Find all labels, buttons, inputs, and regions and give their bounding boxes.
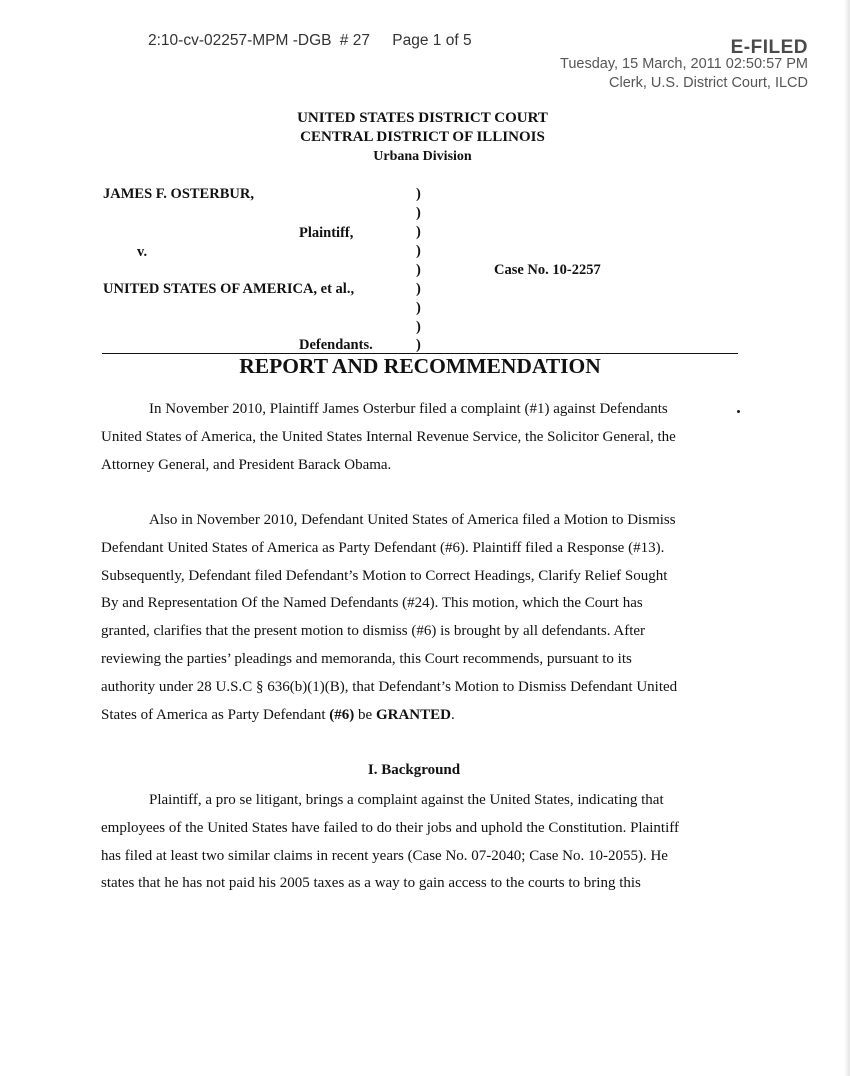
text-line: authority under 28 U.S.C § 636(b)(1)(B), that Defendant’s Motion to Dismiss Defendant United: [101, 678, 678, 695]
text-line: Attorney General, and President Barack Obama.: [101, 456, 392, 473]
text-segment: be: [354, 706, 376, 723]
caption-paren: ): [416, 186, 421, 202]
granted-text: GRANTED: [375, 706, 451, 723]
defendant-label: Defendants.: [299, 337, 373, 353]
plaintiff-label: Plaintiff,: [299, 225, 354, 241]
text-line-last: [101, 702, 741, 730]
case-number: 2:10-cv-02257-MPM -DGB: [148, 32, 332, 49]
text-line: Subsequently, Defendant filed Defendant’s Motion to Correct Headings, Clarify Relief Sought: [101, 567, 668, 584]
caption-paren: ): [416, 224, 421, 240]
text-line: Defendant United States of America as Party Defendant (#6). Plaintiff filed a Response (#13).: [101, 539, 665, 556]
text-segment: States of America as Party Defendant: [101, 706, 330, 723]
text-line: United States of America, the United States Internal Revenue Service, the Solicitor General, the: [101, 428, 676, 445]
plaintiff-name: JAMES F. OSTERBUR,: [103, 186, 254, 202]
caption-paren: ): [416, 281, 421, 297]
page-indicator: Page 1 of 5: [392, 32, 472, 49]
defendant-name: UNITED STATES OF AMERICA, et al.,: [103, 281, 355, 297]
efiled-label: E-FILED: [730, 37, 808, 58]
caption-paren: ): [416, 300, 421, 316]
page-edge-shadow: [844, 0, 850, 1076]
document-number: # 27: [339, 32, 370, 49]
stray-mark: [737, 410, 740, 413]
motion-number: (#6): [329, 706, 355, 723]
filed-datetime: Tuesday, 15 March, 2011 02:50:57 PM: [560, 56, 808, 72]
text-line: states that he has not paid his 2005 taxes as a way to gain access to the courts to bring this: [101, 875, 641, 892]
text-line: Plaintiff, a pro se litigant, brings a complaint against the United States, indicating that: [149, 792, 664, 808]
text-line: Also in November 2010, Defendant United States of America filed a Motion to Dismiss: [149, 512, 676, 528]
document-title: REPORT AND RECOMMENDATION: [239, 354, 601, 378]
caption-paren: ): [416, 262, 421, 278]
court-name: UNITED STATES DISTRICT COURT: [297, 110, 548, 126]
filing-stamp: [148, 32, 476, 50]
section-heading: I. Background: [367, 762, 461, 778]
versus: v.: [137, 244, 148, 260]
caption-paren: ): [416, 205, 421, 221]
text-segment: .: [450, 706, 455, 723]
clerk-line: Clerk, U.S. District Court, ILCD: [609, 75, 808, 91]
text-line: employees of the United States have failed to do their jobs and uphold the Constitution. Plaintiff: [101, 819, 679, 836]
text-line: By and Representation Of the Named Defendants (#24). This motion, which the Court has: [101, 595, 643, 612]
caption-paren: ): [416, 337, 421, 353]
text-line: In November 2010, Plaintiff James Osterbur filed a complaint (#1) against Defendants: [149, 401, 668, 417]
paragraph-motion: [101, 507, 741, 729]
caption-paren: ): [416, 243, 421, 259]
text-line: granted, clarifies that the present motion to dismiss (#6) is brought by all defendants. After: [101, 623, 646, 640]
caption-paren: ): [416, 319, 421, 335]
court-district: CENTRAL DISTRICT OF ILLINOIS: [300, 129, 545, 145]
court-division: Urbana Division: [373, 149, 472, 164]
paragraph-background: [101, 787, 741, 898]
text-line: has filed at least two similar claims in recent years (Case No. 07-2040; Case No. 10-2055). He: [101, 847, 668, 864]
text-line: reviewing the parties’ pleadings and memoranda, this Court recommends, pursuant to its: [101, 650, 632, 667]
case-no: Case No. 10-2257: [494, 262, 601, 278]
paragraph-intro: [101, 396, 741, 479]
